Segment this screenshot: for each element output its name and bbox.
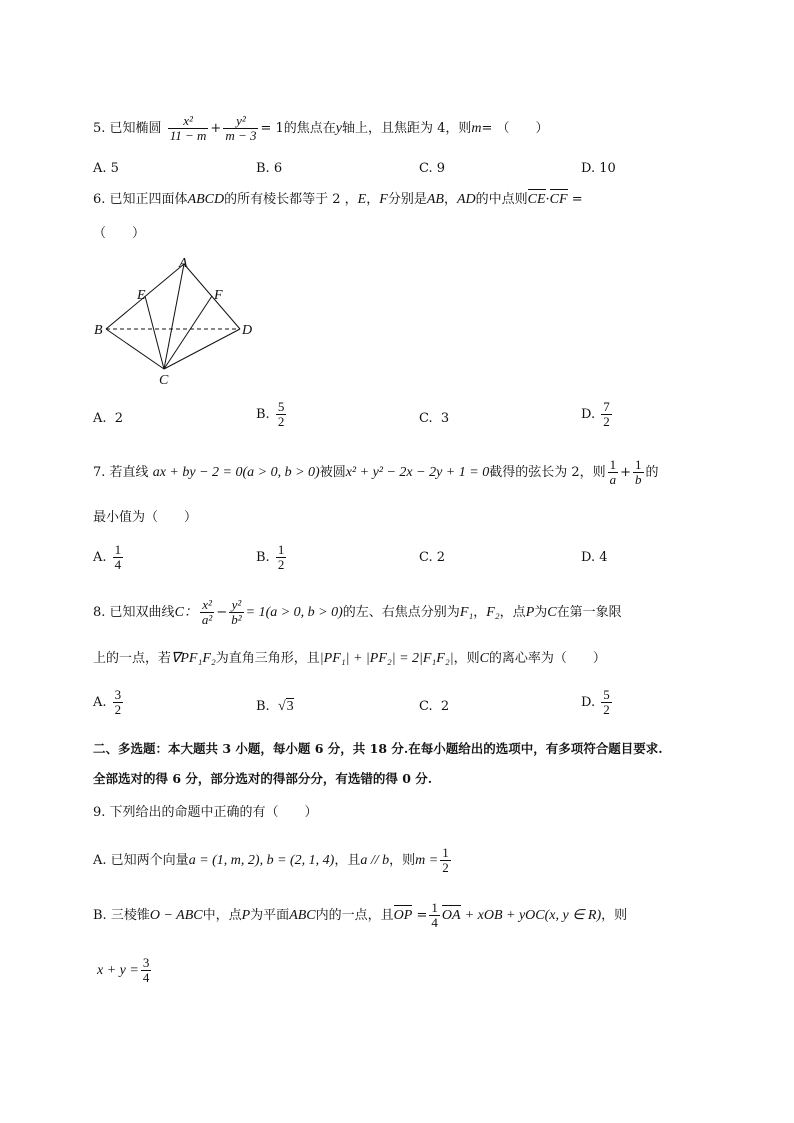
option-b: B. $\frac{1}{2}$ bbox=[256, 542, 285, 572]
option-c: C. 9 bbox=[419, 161, 446, 176]
option-d: D. 10 bbox=[581, 161, 616, 176]
question-9: 9. 下列给出的命题中正确的有（ ） bbox=[93, 805, 318, 820]
label-b: B bbox=[94, 323, 103, 338]
question-8: 8. 已知双曲线C： $\frac{\text{x²}}{\text{a²}}$ − $\frac{\text{y²}}{\text{b²}}$ = 1(a > 0, b > 0)的左、右焦点分别为F₁，F₂，点P为C在第一象限 bbox=[93, 597, 622, 627]
option-d: D. 4 bbox=[581, 550, 608, 565]
option-c: C. 2 bbox=[419, 699, 450, 714]
option-a: A. 已知两个向量a = (1, m, 2), b = (2, 1, 4)，且a // b，则m = $\frac{1}{2}$ bbox=[93, 845, 449, 875]
option-c: C. 3 bbox=[419, 411, 450, 426]
option-b-cont: x + y = $\frac{3}{4}$ bbox=[97, 955, 150, 985]
option-a: A. $\frac{1}{4}$ bbox=[93, 542, 122, 572]
option-b: B. 三棱锥O − ABC中，点P为平面ABC内的一点，且OP = $\frac{1}{4}$ OA + xOB + yOC(x, y ∈ R)，则 bbox=[93, 900, 628, 930]
label-f: F bbox=[214, 288, 223, 303]
option-b: B. 6 bbox=[256, 161, 283, 176]
question-7: 7. 若直线 ax + by − 2 = 0(a > 0, b > 0)被圆x² + y² − 2x − 2y + 1 = 0截得的弦长为 2，则 $\frac{1}{a}$ + $\frac{1}{b}$ 的 bbox=[93, 457, 659, 487]
option-d: D. $\frac{7}{2}$ bbox=[581, 399, 610, 429]
label-d: D bbox=[242, 323, 253, 338]
tetrahedron-diagram bbox=[90, 252, 265, 390]
section-heading: 二、多选题：本大题共 3 小题，每小题 6 分，共 18 分.在每小题给出的选项中，有多项符合题目要求. bbox=[93, 741, 663, 756]
option-b: B. $\frac{5}{2}$ bbox=[256, 399, 285, 429]
option-a: A. 2 bbox=[93, 411, 124, 426]
option-a: A. $\frac{3}{2}$ bbox=[93, 687, 122, 717]
label-a: A bbox=[179, 256, 188, 271]
question-text: 已知椭圆 bbox=[109, 121, 162, 136]
label-c: C bbox=[159, 373, 169, 388]
label-e: E bbox=[137, 288, 146, 303]
option-d: D. $\frac{5}{2}$ bbox=[581, 687, 610, 717]
option-c: C. 2 bbox=[419, 550, 446, 565]
question-number: 5. bbox=[93, 121, 106, 136]
question-7-cont: 最小值为（ ） bbox=[93, 510, 198, 525]
question-8-cont: 上的一点，若∇PF₁F₂为直角三角形，且|PF₁| + |PF₂| = 2|F₁F₂|，则C的离心率为（ ） bbox=[93, 651, 606, 666]
edge-dc bbox=[164, 329, 240, 369]
question-6-paren: （ ） bbox=[93, 226, 146, 241]
section-instructions: 全部选对的得 6 分，部分选对的得部分分，有选错的得 0 分. bbox=[93, 771, 433, 786]
question-5: 5. 已知椭圆 $\frac{\text{x²}}{11 - m}$ + $\frac{\text{y²}}{m - 3}$ = 1的焦点在y轴上，且焦距为 4，则m= （ ） bbox=[93, 113, 549, 143]
option-b: B. √3 bbox=[256, 699, 294, 714]
question-6: 6. 已知正四面体ABCD的所有棱长都等于 2 ，E，F分别是AB，AD的中点则CE·CF = bbox=[93, 192, 583, 207]
fraction: $\frac{\text{y²}}{m - 3}$ bbox=[225, 113, 257, 143]
fraction: $\frac{\text{x²}}{11 - m}$ bbox=[169, 113, 207, 143]
option-a: A. 5 bbox=[93, 161, 119, 176]
